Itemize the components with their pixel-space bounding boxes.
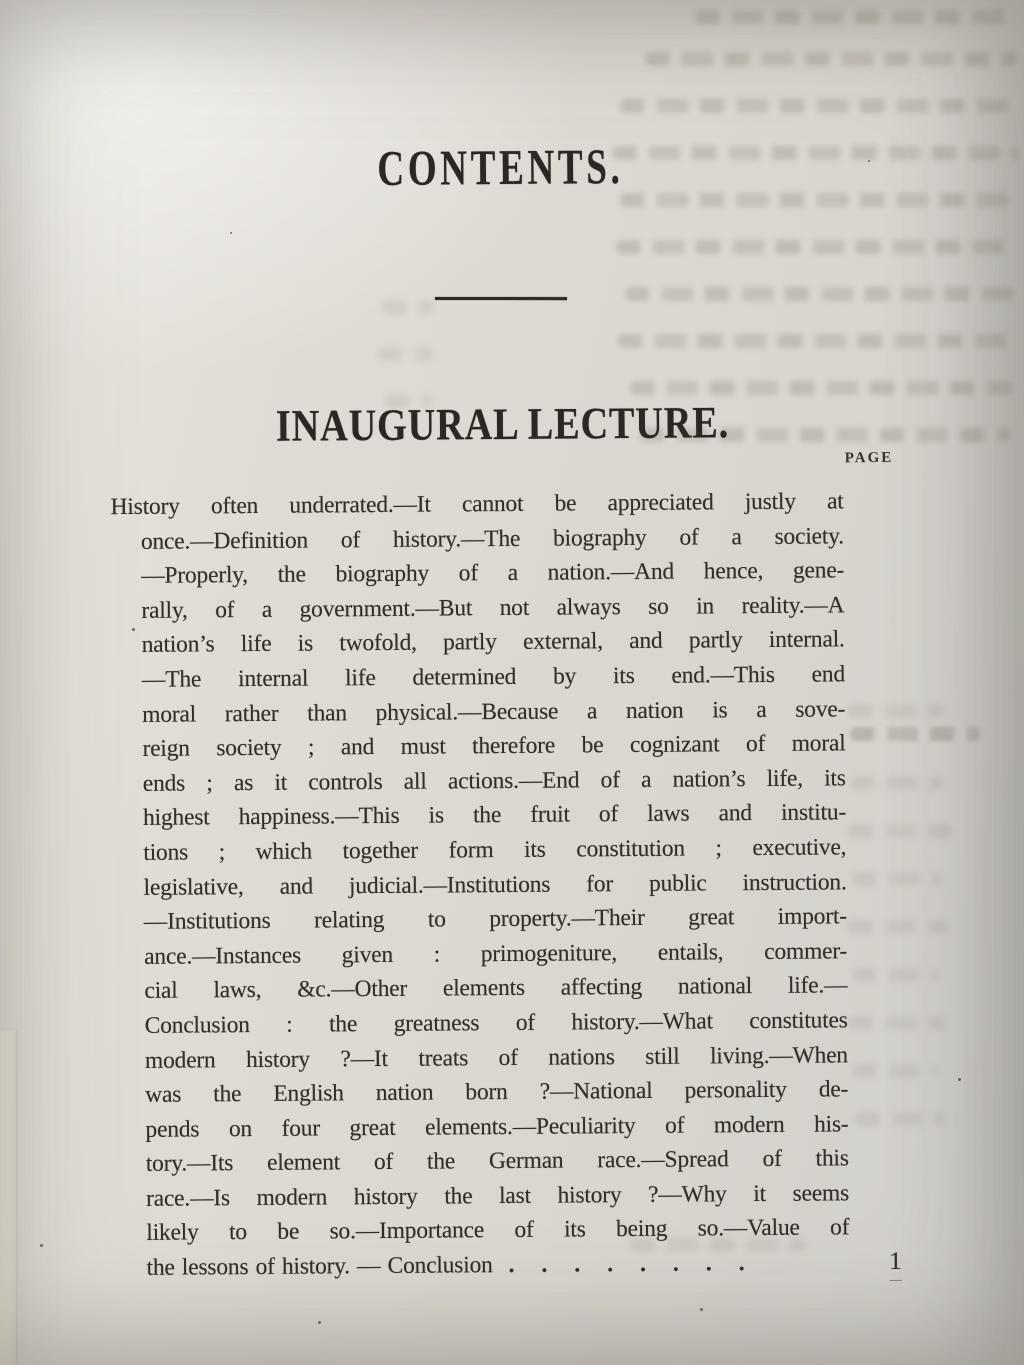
toc-line: moral rather than physical.—Because a nation is a sove-	[142, 695, 846, 728]
toc-line: pends on four great elements.—Peculiarity of modern his-	[145, 1111, 849, 1143]
toc-line: cial laws, &c.—Other elements affecting national life.—	[144, 972, 848, 1005]
toc-line: reign society ; and must therefore be cognizant of moral	[142, 730, 846, 763]
toc-line: highest happiness.—This is the fruit of laws and institu-	[142, 799, 847, 832]
toc-line: likely to be so.—Importance of its being so.—Value of	[146, 1214, 850, 1247]
toc-line: once.—Definition of history.—The biography of a society.	[140, 522, 844, 555]
toc-final-line	[146, 1245, 901, 1287]
dust-speck	[40, 1244, 43, 1247]
toc-line: legislative, and judicial.—Institutions for public instruction.	[143, 868, 847, 901]
toc-line: —The internal life determined by its end.—This end	[141, 661, 846, 693]
leader-dots: ........	[508, 1249, 772, 1279]
toc-entry	[110, 484, 902, 1286]
page-number: 1	[889, 1245, 902, 1281]
toc-line: tory.—Its element of the German race.—Spread of this	[145, 1145, 849, 1178]
page-column-label: PAGE	[844, 449, 894, 467]
printed-page-content	[107, 0, 903, 1365]
separator-rule	[435, 297, 567, 300]
toc-line: rally, of a government.—But not always so in reality.—A	[141, 592, 845, 624]
toc-line: ance.—Instances given : primogeniture, entails, commer-	[144, 938, 848, 970]
toc-line: was the English nation born ?—National personality de-	[145, 1076, 849, 1108]
page-edge-highlight	[0, 1030, 16, 1365]
toc-line: —Institutions relating to property.—Their great import-	[143, 903, 847, 935]
toc-line: ends ; as it controls all actions.—End of a nation’s life, its	[142, 765, 846, 797]
toc-line: tions ; which together form its constitution ; executive,	[143, 834, 847, 866]
toc-line: History often underrated.—It cannot be appreciated justly at	[110, 488, 844, 521]
toc-line: race.—Is modern history the last history ?—Why it seems	[145, 1180, 850, 1212]
toc-line: Conclusion : the greatness of history.—What constitutes	[144, 1007, 848, 1039]
toc-line: modern history ?—It treats of nations still living.—When	[144, 1041, 849, 1074]
toc-line: nation’s life is twofold, partly external, and partly internal.	[141, 626, 845, 659]
contents-title: CONTENTS.	[377, 138, 624, 196]
toc-final-text: the lessons of history. — Conclusion	[146, 1252, 493, 1281]
dust-speck	[958, 1078, 961, 1081]
lecture-heading: INAUGURAL LECTURE.	[275, 397, 730, 451]
toc-line: —Properly, the biography of a nation.—And hence, gene-	[141, 557, 845, 590]
